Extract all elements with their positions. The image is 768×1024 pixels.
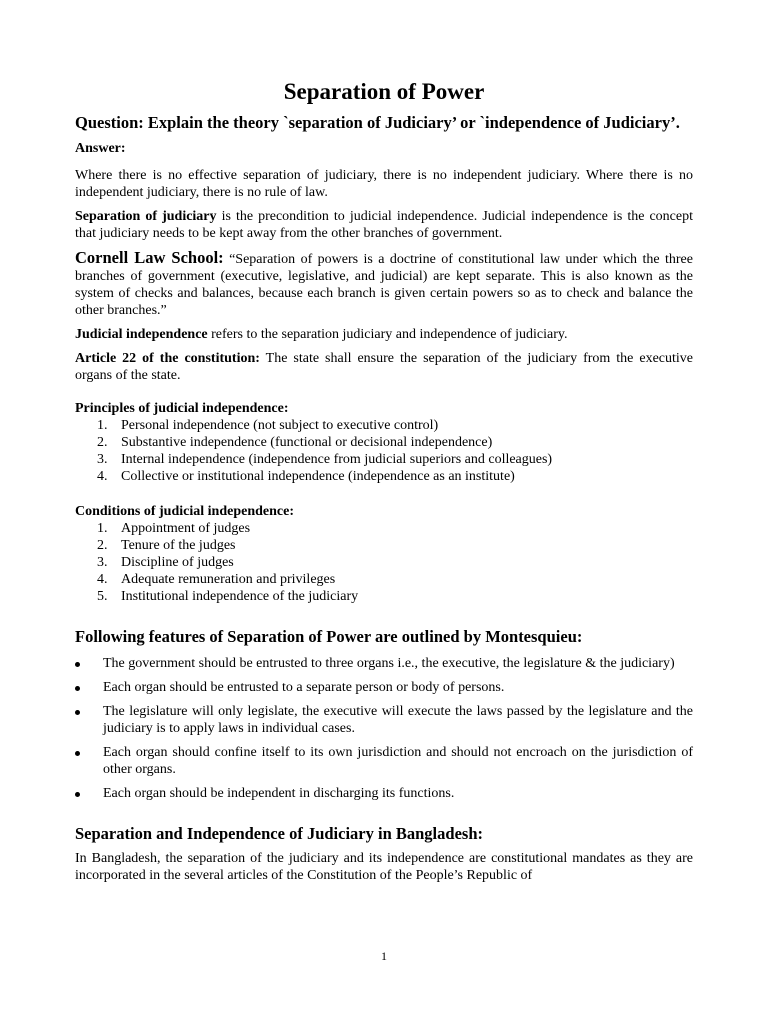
list-item-text: Institutional independence of the judiciary — [121, 589, 359, 604]
paragraph-judicial-independence — [75, 326, 693, 343]
page-number: 1 — [381, 949, 387, 963]
bullet-icon — [75, 751, 80, 756]
list-item-text: Personal independence (not subject to executive control) — [121, 418, 439, 433]
page-title: Separation of Power — [283, 79, 485, 104]
list-item-text: Substantive independence (functional or decisional independence) — [121, 435, 493, 450]
list-item — [75, 537, 693, 554]
list-item — [75, 571, 693, 588]
list-item-text: Adequate remuneration and privileges — [121, 572, 336, 587]
bangladesh-heading: Separation and Independence of Judiciary in Bangladesh: — [75, 824, 483, 843]
bullet-text: The legislature will only legislate, the executive will execute the laws passed by the legislature and the judiciary is to apply laws in individual cases. — [103, 704, 693, 736]
list-item-text: Internal independence (independence from judicial superiors and colleagues) — [121, 452, 553, 467]
paragraph-lead: Article 22 of the constitution: — [75, 351, 260, 366]
bullet-item — [75, 655, 693, 672]
paragraph-article-22 — [75, 350, 693, 384]
conditions-list — [75, 520, 693, 605]
paragraph-body: The state shall ensure the separation of the judiciary from the executive organs of the state. — [75, 351, 694, 383]
bullet-item — [75, 703, 693, 737]
list-number: 1. — [97, 521, 108, 536]
list-item-text: Discipline of judges — [121, 555, 234, 570]
features-heading: Following features of Separation of Power are outlined by Montesquieu: — [75, 627, 583, 646]
list-item-text: Collective or institutional independence (independence as an institute) — [121, 469, 515, 484]
list-number: 4. — [97, 572, 108, 587]
bullet-text: The government should be entrusted to three organs i.e., the executive, the legislature & the judiciary) — [103, 656, 675, 671]
list-item — [75, 520, 693, 537]
list-number: 1. — [97, 418, 108, 433]
question-text: Question: Explain the theory `separation of Judiciary’ or `independence of Judiciary’. — [75, 113, 680, 132]
list-number: 3. — [97, 452, 108, 467]
paragraph-lead: Separation of judiciary — [75, 209, 217, 224]
document-page — [75, 78, 693, 891]
bullet-icon — [75, 686, 80, 691]
bullet-text: Each organ should be entrusted to a separate person or body of persons. — [103, 680, 505, 695]
features-list — [75, 655, 693, 802]
bullet-icon — [75, 662, 80, 667]
principles-heading: Principles of judicial independence: — [75, 401, 289, 416]
paragraph-body: is the precondition to judicial independence. Judicial independence is the concept that judiciary needs to be kept away from the other branches of government. — [75, 209, 693, 241]
bullet-text: Each organ should confine itself to its own jurisdiction and should not encroach on the jurisdiction of other organs. — [103, 745, 693, 777]
list-number: 2. — [97, 538, 108, 553]
list-item — [75, 434, 693, 451]
principles-list — [75, 417, 693, 485]
list-number: 2. — [97, 435, 108, 450]
paragraph-separation-of-judiciary — [75, 208, 693, 242]
paragraph-lead: Cornell Law School: — [75, 248, 224, 267]
list-number: 4. — [97, 469, 108, 484]
answer-label: Answer: — [75, 141, 126, 156]
list-item — [75, 417, 693, 434]
paragraph-body: refers to the separation judiciary and independence of judiciary. — [207, 327, 568, 342]
list-number: 3. — [97, 555, 108, 570]
conditions-heading: Conditions of judicial independence: — [75, 504, 294, 519]
paragraph-bangladesh: In Bangladesh, the separation of the judiciary and its independence are constitutional mandates as they are incorporated in the several articles of the Constitution of the People’s Republic of — [75, 851, 693, 883]
bullet-text: Each organ should be independent in discharging its functions. — [103, 786, 455, 801]
paragraph-body: “Separation of powers is a doctrine of constitutional law under which the three branches of government (executive, legislative, and judicial) are kept separate. This is also known as the system of checks and balances, because each branch is given certain powers so as to check and balance the other branches.” — [75, 252, 693, 318]
bullet-item — [75, 744, 693, 778]
list-item — [75, 588, 693, 605]
paragraph-cornell — [75, 249, 693, 319]
list-number: 5. — [97, 589, 108, 604]
list-item-text: Tenure of the judges — [121, 538, 236, 553]
list-item — [75, 451, 693, 468]
bullet-item — [75, 785, 693, 802]
list-item — [75, 468, 693, 485]
bullet-item — [75, 679, 693, 696]
paragraph-rule-of-law: Where there is no effective separation of judiciary, there is no independent judiciary. Where there is no independent judiciary, there is no rule of law. — [75, 168, 693, 200]
list-item — [75, 554, 693, 571]
bullet-icon — [75, 710, 80, 715]
list-item-text: Appointment of judges — [121, 521, 251, 536]
paragraph-lead: Judicial independence — [75, 327, 208, 342]
bullet-icon — [75, 792, 80, 797]
